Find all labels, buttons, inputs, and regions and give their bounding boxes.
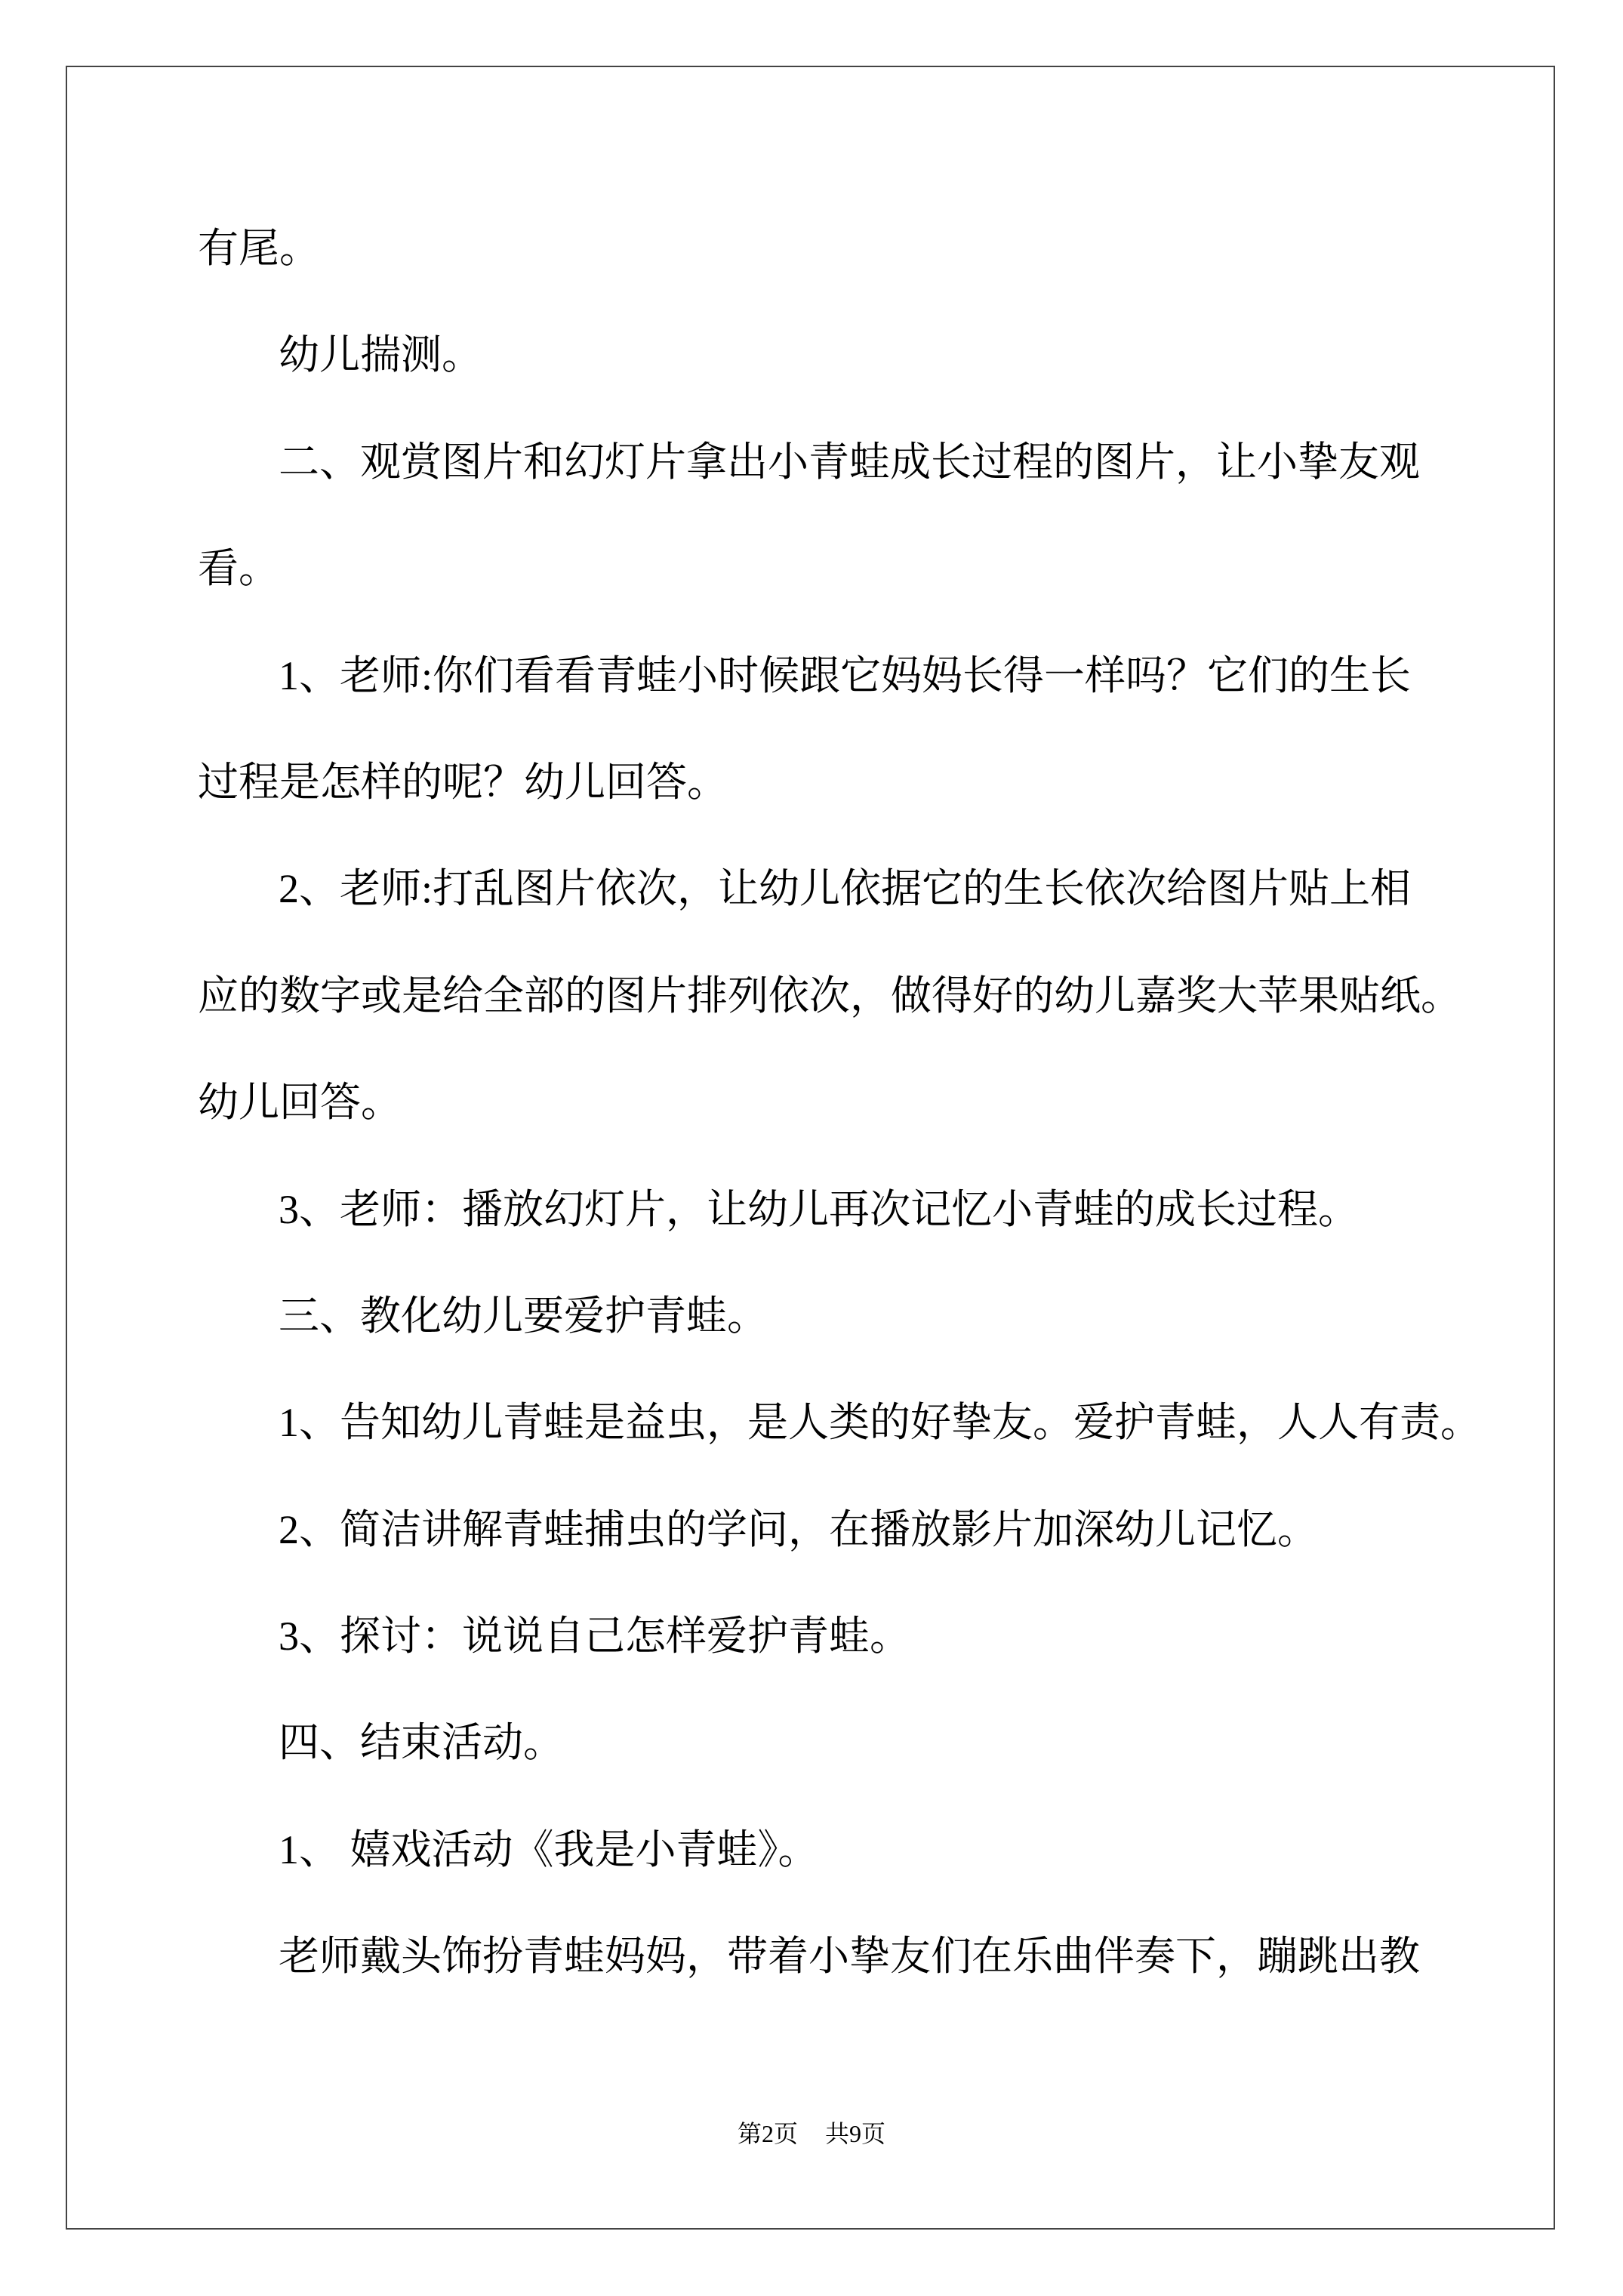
document-body bbox=[198, 196, 1549, 2011]
page-total: 共9页 bbox=[825, 2120, 886, 2147]
paragraph-line: 3、老师：播放幻灯片，让幼儿再次记忆小青蛙的成长过程。 bbox=[279, 1186, 1359, 1232]
paragraph-line: 有尾。 bbox=[198, 226, 320, 271]
paragraph-line: 应的数字或是给全部的图片排列依次，做得好的幼儿嘉奖大苹果贴纸。 bbox=[198, 972, 1461, 1019]
paragraph-line: 看。 bbox=[198, 546, 279, 592]
page-footer bbox=[0, 2119, 1623, 2149]
paragraph-line: 幼儿揣测。 bbox=[279, 332, 482, 378]
paragraph-line: 2、简洁讲解青蛙捕虫的学问，在播放影片加深幼儿记忆。 bbox=[279, 1506, 1318, 1552]
section-heading-line: 四、结束活动。 bbox=[279, 1720, 564, 1766]
section-heading-line: 三、教化幼儿要爱护青蛙。 bbox=[279, 1293, 768, 1339]
page-number: 第2页 bbox=[737, 2120, 798, 2147]
paragraph-line: 过程是怎样的呢？幼儿回答。 bbox=[198, 759, 728, 805]
paragraph-line: 1、 嬉戏活动《我是小青蛙》。 bbox=[279, 1826, 819, 1872]
paragraph-line: 1、老师:你们看看青蛙小时候跟它妈妈长得一样吗？它们的生长 bbox=[279, 652, 1412, 698]
paragraph-line: 1、告知幼儿青蛙是益虫，是人类的好挚友。爱护青蛙，人人有责。 bbox=[279, 1400, 1481, 1446]
paragraph-line: 3、探讨：说说自己怎样爱护青蛙。 bbox=[279, 1613, 910, 1660]
paragraph-line: 2、老师:打乱图片依次，让幼儿依据它的生长依次给图片贴上相 bbox=[279, 866, 1412, 912]
section-heading-line: 二、观赏图片和幻灯片拿出小青蛙成长过程的图片，让小挚友观 bbox=[279, 439, 1420, 485]
paragraph-line: 幼儿回答。 bbox=[198, 1080, 402, 1126]
paragraph-line: 老师戴头饰扮青蛙妈妈，带着小挚友们在乐曲伴奏下，蹦跳出教 bbox=[279, 1934, 1420, 1980]
